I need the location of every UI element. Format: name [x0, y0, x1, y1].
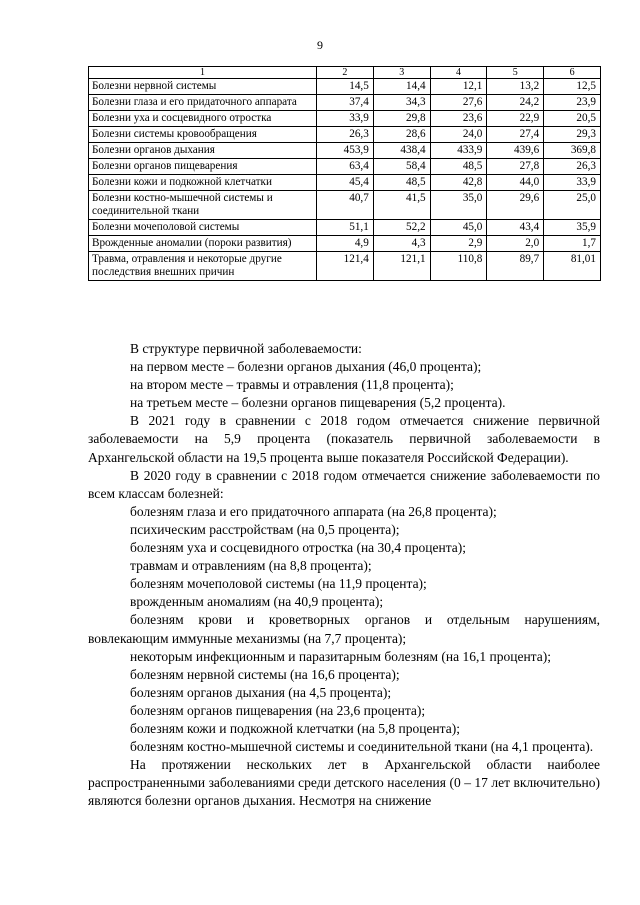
row-label: Врожденные аномалии (пороки развития)	[89, 236, 317, 252]
table-cell: 29,6	[487, 191, 544, 220]
table-cell: 34,3	[373, 95, 430, 111]
table-cell: 14,4	[373, 79, 430, 95]
column-header: 5	[487, 67, 544, 79]
table-cell: 23,9	[544, 95, 601, 111]
table-row	[89, 111, 601, 127]
table-cell: 43,4	[487, 220, 544, 236]
page-number: 9	[317, 38, 323, 52]
table-cell: 58,4	[373, 159, 430, 175]
table-cell: 52,2	[373, 220, 430, 236]
list-item: болезням органов пищеварения (на 23,6 процента);	[130, 702, 426, 718]
table-row	[89, 252, 601, 281]
column-header: 2	[317, 67, 374, 79]
column-header: 4	[430, 67, 487, 79]
table-cell: 12,5	[544, 79, 601, 95]
list-item: болезням кожи и подкожной клетчатки (на 5,8 процента);	[130, 720, 460, 736]
table-cell: 27,8	[487, 159, 544, 175]
table-cell: 29,3	[544, 127, 601, 143]
table-row	[89, 143, 601, 159]
table-cell: 63,4	[317, 159, 374, 175]
row-label: Болезни органов дыхания	[89, 143, 317, 159]
table-cell: 33,9	[544, 175, 601, 191]
list-item: травмам и отравлениям (на 8,8 процента);	[130, 558, 372, 574]
row-label: Болезни кожи и подкожной клетчатки	[89, 175, 317, 191]
row-label: Болезни костно-мышечной системы и соединительной ткани	[89, 191, 317, 220]
row-label: Болезни системы кровообращения	[89, 127, 317, 143]
table-header-row	[89, 67, 601, 79]
table-cell: 4,3	[373, 236, 430, 252]
table-cell: 12,1	[430, 79, 487, 95]
paragraph: В 2020 году в сравнении с 2018 годом отмечается снижение заболеваемости по всем классам болезней:	[88, 467, 600, 501]
table-cell: 453,9	[317, 143, 374, 159]
table-cell: 40,7	[317, 191, 374, 220]
table-cell: 13,2	[487, 79, 544, 95]
table-cell: 44,0	[487, 175, 544, 191]
table-row	[89, 236, 601, 252]
row-label: Болезни мочеполовой системы	[89, 220, 317, 236]
table-cell: 14,5	[317, 79, 374, 95]
list-item: врожденным аномалиям (на 40,9 процента);	[130, 594, 384, 610]
row-label: Болезни уха и сосцевидного отростка	[89, 111, 317, 127]
list-item: психическим расстройствам (на 0,5 процента);	[130, 521, 400, 537]
table-row	[89, 127, 601, 143]
table-row	[89, 159, 601, 175]
table-cell: 33,9	[317, 111, 374, 127]
table-cell: 42,8	[430, 175, 487, 191]
table-cell: 24,0	[430, 127, 487, 143]
table-cell: 433,9	[430, 143, 487, 159]
paragraph: На протяжении нескольких лет в Архангельской области наиболее распространенными заболеваниями среди детского населения (0 – 17 лет включительно) являются болезни органов дыхания. Несмотря на снижение	[88, 757, 600, 809]
row-label: Болезни органов пищеварения	[89, 159, 317, 175]
table-cell: 2,0	[487, 236, 544, 252]
paragraph: на третьем месте – болезни органов пищеварения (5,2 процента).	[130, 395, 506, 411]
table-row	[89, 191, 601, 220]
table-cell: 26,3	[544, 159, 601, 175]
list-item: болезням мочеполовой системы (на 11,9 процента);	[130, 576, 427, 592]
table-cell: 89,7	[487, 252, 544, 281]
list-item: болезням нервной системы (на 16,6 процента);	[130, 666, 400, 682]
table-cell: 439,6	[487, 143, 544, 159]
table-cell: 20,5	[544, 111, 601, 127]
row-label: Болезни нервной системы	[89, 79, 317, 95]
paragraph: В 2021 году в сравнении с 2018 годом отмечается снижение первичной заболеваемости на 5,9 процента (показатель первичной заболеваемости в Архангельской области на 19,5 процента выше показателя Российской Федерации).	[88, 413, 600, 465]
table-cell: 2,9	[430, 236, 487, 252]
table-cell: 24,2	[487, 95, 544, 111]
table-cell: 25,0	[544, 191, 601, 220]
table-cell: 48,5	[373, 175, 430, 191]
table-cell: 48,5	[430, 159, 487, 175]
table-cell: 121,4	[317, 252, 374, 281]
table-cell: 37,4	[317, 95, 374, 111]
table-cell: 4,9	[317, 236, 374, 252]
table-cell: 27,6	[430, 95, 487, 111]
table-cell: 121,1	[373, 252, 430, 281]
table-cell: 45,4	[317, 175, 374, 191]
table-row	[89, 79, 601, 95]
table-cell: 28,6	[373, 127, 430, 143]
table-cell: 35,9	[544, 220, 601, 236]
column-header: 3	[373, 67, 430, 79]
table-cell: 41,5	[373, 191, 430, 220]
table-row	[89, 220, 601, 236]
paragraph: на втором месте – травмы и отравления (11,8 процента);	[130, 377, 454, 393]
column-header: 6	[544, 67, 601, 79]
table-cell: 22,9	[487, 111, 544, 127]
table-cell: 369,8	[544, 143, 601, 159]
table-row	[89, 95, 601, 111]
list-item: болезням костно-мышечной системы и соединительной ткани (на 4,1 процента).	[130, 739, 594, 755]
table-cell: 35,0	[430, 191, 487, 220]
paragraph: В структуре первичной заболеваемости:	[130, 341, 362, 356]
list-item: болезням органов дыхания (на 4,5 процента);	[130, 684, 392, 700]
table-cell: 51,1	[317, 220, 374, 236]
table-cell: 81,01	[544, 252, 601, 281]
table-cell: 27,4	[487, 127, 544, 143]
table-cell: 110,8	[430, 252, 487, 281]
table-cell: 26,3	[317, 127, 374, 143]
morbidity-table	[88, 66, 601, 281]
list-item: некоторым инфекционным и паразитарным болезням (на 16,1 процента);	[130, 648, 551, 664]
table-cell: 1,7	[544, 236, 601, 252]
list-item: болезням глаза и его придаточного аппарата (на 26,8 процента);	[130, 503, 497, 519]
table-cell: 23,6	[430, 111, 487, 127]
paragraph: на первом месте – болезни органов дыхания (46,0 процента);	[130, 359, 482, 375]
row-label: Травма, отравления и некоторые другие последствия внешних причин	[89, 252, 317, 281]
table-cell: 438,4	[373, 143, 430, 159]
table-cell: 29,8	[373, 111, 430, 127]
table-cell: 45,0	[430, 220, 487, 236]
column-header: 1	[89, 67, 317, 79]
list-item: болезням уха и сосцевидного отростка (на 30,4 процента);	[130, 540, 467, 556]
list-item: болезням крови и кроветворных органов и отдельным нарушениям, вовлекающим иммунные механизмы (на 7,7 процента);	[88, 612, 600, 646]
table-row	[89, 175, 601, 191]
body-text	[88, 340, 600, 810]
row-label: Болезни глаза и его придаточного аппарата	[89, 95, 317, 111]
